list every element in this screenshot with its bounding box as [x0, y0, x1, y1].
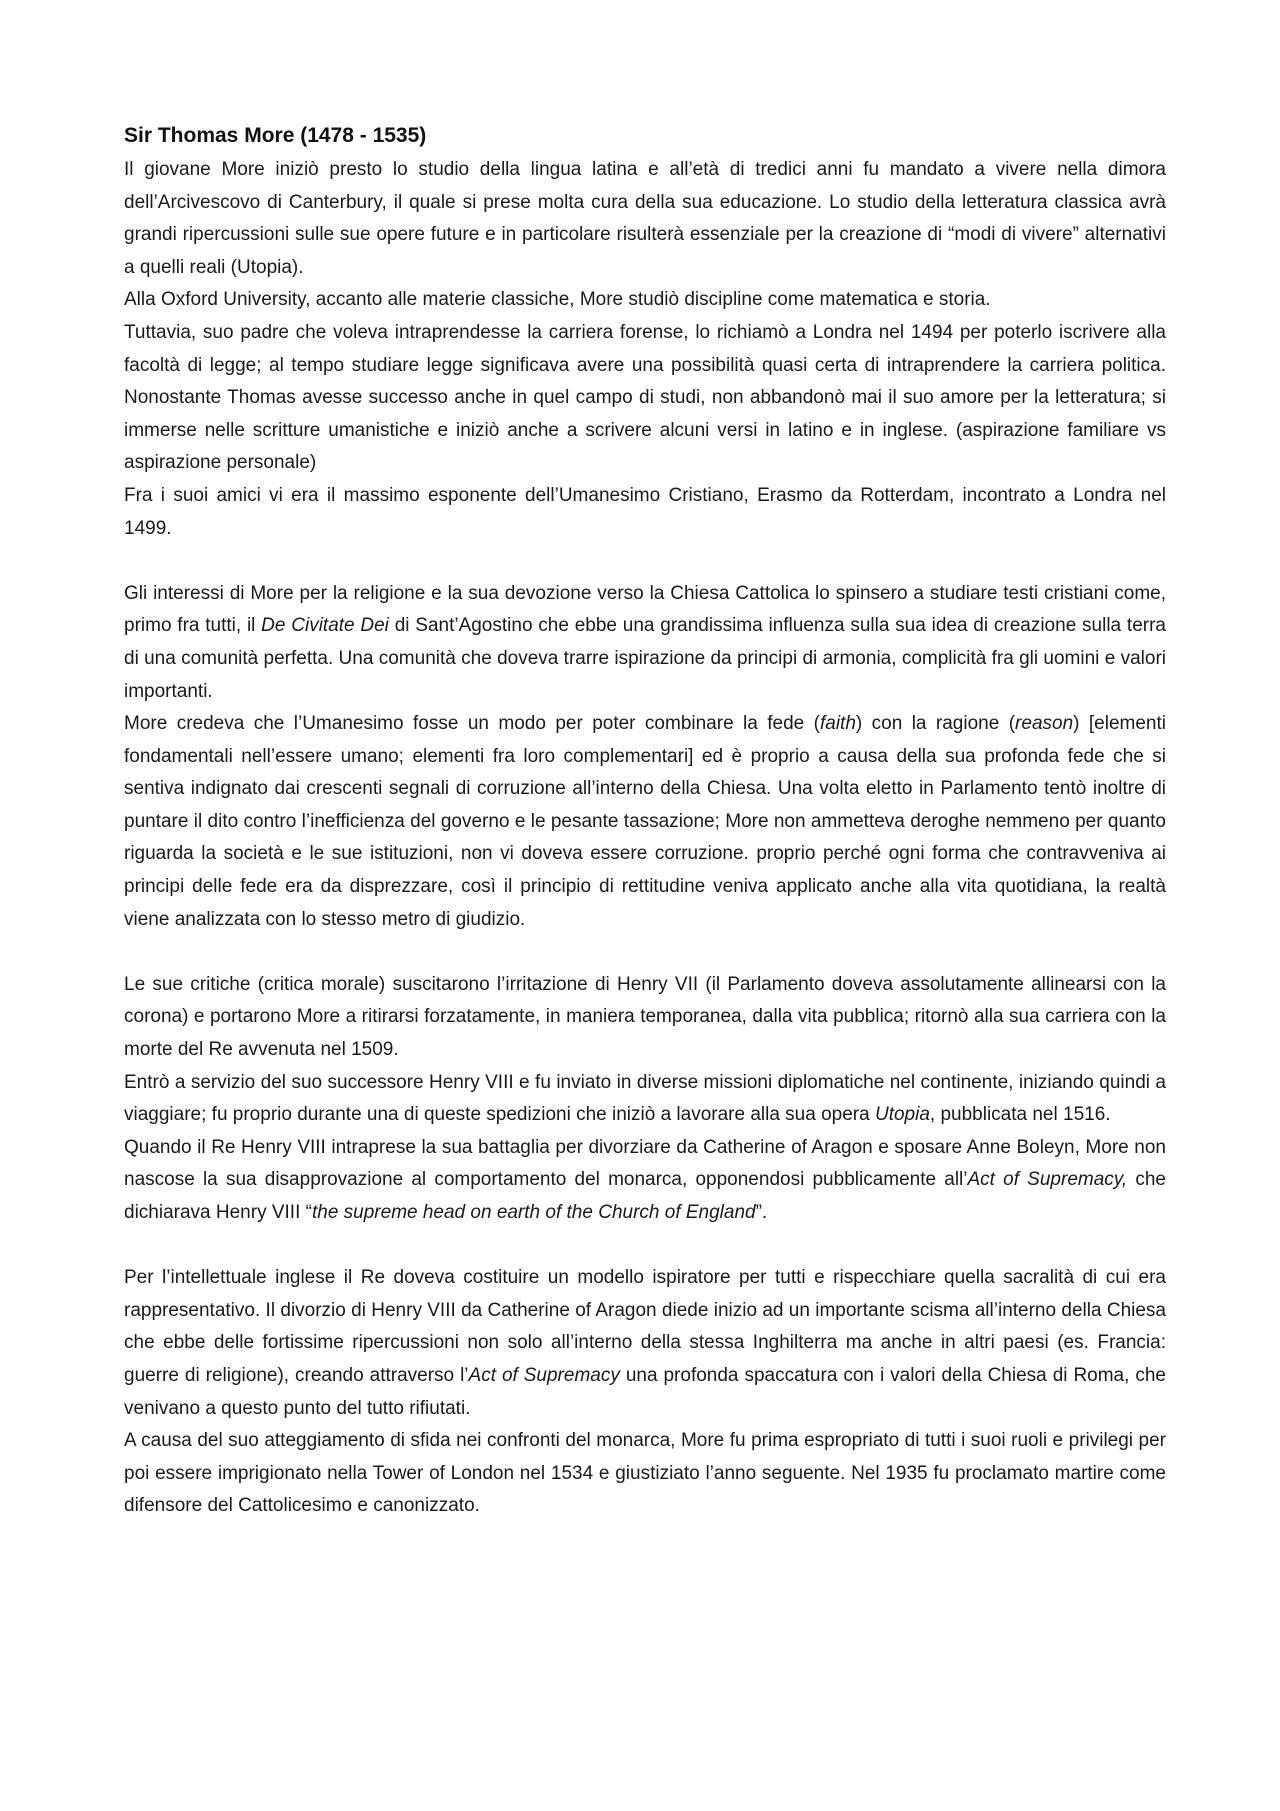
body-paragraph: [124, 480, 1166, 545]
italic-text: Act of Supremacy: [468, 1364, 620, 1386]
paragraph-spacer: [124, 936, 1166, 969]
text-run: Fra i suoi amici vi era il massimo esponente dell’Umanesimo Cristiano, Erasmo da Rotterdam, incontrato a Londra nel 1499.: [124, 484, 1166, 539]
text-run: Quando il Re Henry VIII intraprese la sua battaglia per divorziare da Catherine of Aragon e sposare Anne Boleyn, More non nascose la sua disapprovazione al comportamento del monarca, opponendosi pubblicamente all’: [124, 1136, 1166, 1191]
text-run: Per l’intellettuale inglese il Re doveva costituire un modello ispiratore per tutti e rispecchiare quella sacralità di cui era rappresentativo. Il divorzio di Henry VIII da Catherine of Aragon diede inizio ad un importante scisma all’interno della Chiesa che ebbe delle fortissime ripercussioni non solo all’interno della stessa Inghilterra ma anche in altri paesi (es. Francia: guerre di religione), creando attraverso l’: [124, 1267, 1166, 1386]
body-paragraph: [124, 284, 1166, 317]
text-run: More credeva che l’Umanesimo fosse un modo per poter combinare la fede (: [124, 713, 820, 735]
italic-text: reason: [1015, 713, 1074, 735]
text-run: Entrò a servizio del suo successore Henry VIII e fu inviato in diverse missioni diplomatiche nel continente, iniziando quindi a viaggiare; fu proprio durante una di queste spedizioni che iniziò a lavorare alla sua opera: [124, 1071, 1166, 1126]
italic-text: De Civitate Dei: [261, 615, 389, 637]
text-run: ”.: [755, 1202, 768, 1223]
text-run: ) con la ragione (: [855, 713, 1016, 735]
text-run: una profonda spaccatura con i valori della Chiesa di Roma, che venivano a questo punto del tutto rifiutati.: [124, 1364, 1166, 1419]
italic-text: the supreme head on earth of the Church of England: [311, 1202, 756, 1223]
document-title: Sir Thomas More (1478 - 1535): [124, 124, 427, 147]
body-paragraph: [124, 1132, 1166, 1230]
body-paragraph: [124, 969, 1166, 1067]
document-page: [124, 120, 1166, 1523]
body-paragraph: [124, 1425, 1166, 1523]
text-run: ) [elementi fondamentali nell’essere umano; elementi fra loro complementari] ed è proprio a causa della sua profonda fede che si sentiva indignato dai crescenti segnali di corruzione all’interno della Chiesa. Una volta eletto in Parlamento tentò inoltre di puntare il dito contro l’inefficienza del governo e le pesante tassazione; More non ammetteva deroghe nemmeno per quanto riguarda la società e le sue istituzioni, non vi doveva essere corruzione. proprio perché ogni forma che contravveniva ai principi delle fede era da disprezzare, così il principio di rettitudine veniva applicato anche alla vita quotidiana, la realtà viene analizzata con lo stesso metro di giudizio.: [124, 713, 1166, 930]
text-run: Le sue critiche (critica morale) suscitarono l’irritazione di Henry VII (il Parlamento doveva assolutamente allinearsi con la corona) e portarono More a ritirarsi forzatamente, in maniera temporanea, dalla vita pubblica; ritornò alla sua carriera con la morte del Re avvenuta nel 1509.: [124, 973, 1166, 1061]
text-run: Tuttavia, suo padre che voleva intraprendesse la carriera forense, lo richiamò a Londra nel 1494 per poterlo iscrivere alla facoltà di legge; al tempo studiare legge significava avere una possibilità quasi certa di intraprendere la carriera politica. Nonostante Thomas avesse successo anche in quel campo di studi, non abbandonò mai il suo amore per la letteratura; si immerse nelle scritture umanistiche e iniziò anche a scrivere alcuni versi in latino e in inglese. (aspirazione familiare vs aspirazione personale): [124, 321, 1166, 474]
paragraph-spacer: [124, 1230, 1166, 1263]
text-run: Alla Oxford University, accanto alle materie classiche, More studiò discipline come matematica e storia.: [124, 289, 991, 311]
body-paragraph: [124, 1067, 1166, 1132]
italic-text: faith: [819, 713, 856, 735]
body-paragraph: [124, 578, 1166, 708]
text-run: A causa del suo atteggiamento di sfida nei confronti del monarca, More fu prima espropriato di tutti i suoi ruoli e privilegi per poi essere imprigionato nella Tower of London nel 1534 e giustiziato l’anno seguente. Nel 1935 fu proclamato martire come difensore del Cattolicesimo e canonizzato.: [124, 1430, 1166, 1517]
italic-text: Act of Supremacy,: [967, 1169, 1128, 1191]
text-run: , pubblicata nel 1516.: [929, 1104, 1111, 1126]
body-paragraph: [124, 317, 1166, 480]
paragraph-spacer: [124, 545, 1166, 578]
body-paragraph: [124, 1262, 1166, 1425]
text-run: Il giovane More iniziò presto lo studio della lingua latina e all’età di tredici anni fu mandato a vivere nella dimora dell’Arcivescovo di Canterbury, il quale si prese molta cura della sua educazione. Lo studio della letteratura classica avrà grandi ripercussioni sulle sue opere future e in particolare risulterà essenziale per la creazione di “modi di vivere” alternativi a quelli reali (Utopia).: [124, 159, 1166, 278]
body-paragraph: [124, 708, 1166, 936]
document-body: [124, 154, 1166, 1523]
text-run: Gli interessi di More per la religione e la sua devozione verso la Chiesa Cattolica lo spinsero a studiare testi cristiani come, primo fra tutti, il: [124, 582, 1166, 637]
italic-text: Utopia: [874, 1104, 930, 1126]
text-run: che dichiarava Henry VIII “: [124, 1169, 1166, 1223]
body-paragraph: [124, 154, 1166, 284]
text-run: di Sant’Agostino che ebbe una grandissima influenza sulla sua idea di creazione sulla terra di una comunità perfetta. Una comunità che doveva trarre ispirazione da principi di armonia, complicità fra gli uomini e valori importanti.: [124, 615, 1166, 702]
